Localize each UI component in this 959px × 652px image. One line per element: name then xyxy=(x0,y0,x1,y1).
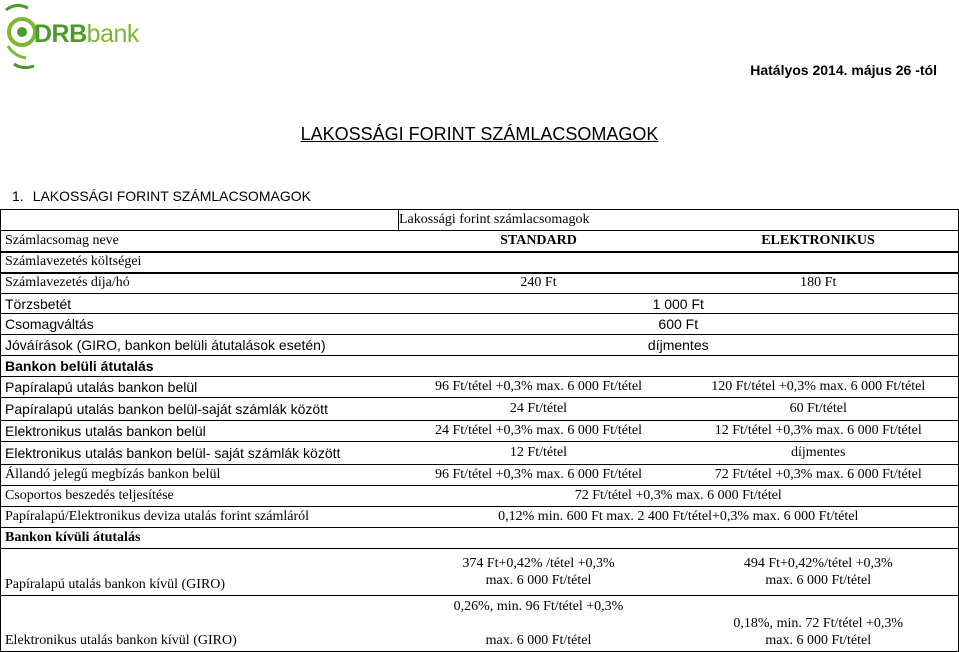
logo-text-drb: DRB xyxy=(34,20,87,48)
row-elektronikus-value: 120 Ft/tétel +0,3% max. 6 000 Ft/tétel xyxy=(679,377,959,398)
row-label: Számlavezetés díja/hó xyxy=(1,273,399,294)
value-line: max. 6 000 Ft/tétel xyxy=(485,633,592,648)
row-standard-value: 12 Ft/tétel xyxy=(399,442,679,465)
row-standard-value: 24 Ft/tétel +0,3% max. 6 000 Ft/tétel xyxy=(399,421,679,442)
row-label: Papíralapú/Elektronikus deviza utalás forint számláról xyxy=(1,507,399,528)
value-line: 0,26%, min. 96 Ft/tétel +0,3% xyxy=(453,599,624,614)
row-label: Csoportos beszedés teljesítése xyxy=(1,486,399,507)
page-title: LAKOSSÁGI FORINT SZÁMLACSOMAGOK xyxy=(300,124,659,144)
section-number: 1. xyxy=(12,188,24,204)
value-line: 0,18%, min. 72 Ft/tétel +0,3% xyxy=(733,616,904,631)
row-elektronikus-value: 12 Ft/tétel +0,3% max. 6 000 Ft/tétel xyxy=(679,421,959,442)
row-elektronikus-value: 180 Ft xyxy=(679,273,959,294)
section-heading xyxy=(12,188,311,204)
value-line: max. 6 000 Ft/tétel xyxy=(765,633,872,648)
row-label: Elektronikus utalás bankon belül xyxy=(1,421,399,442)
row-standard-value xyxy=(399,549,679,596)
header-elektronikus: ELEKTRONIKUS xyxy=(679,231,959,252)
caption-spacer xyxy=(1,210,399,231)
row-standard-value xyxy=(399,596,679,652)
row-elektronikus-value xyxy=(679,549,959,596)
row-standard-value: 24 Ft/tétel xyxy=(399,398,679,421)
drb-bank-logo xyxy=(4,2,154,82)
row-label: Állandó jelegű megbízás bankon belül xyxy=(1,465,399,486)
row-label: Papíralapú utalás bankon belül-saját számlák között xyxy=(1,398,399,421)
group-external-transfer: Bankon kívüli átutalás xyxy=(1,528,959,549)
group-account-costs: Számlavezetés költségei xyxy=(1,252,959,273)
row-label: Csomagváltás xyxy=(1,314,399,335)
row-label: Papíralapú utalás bankon kívül (GIRO) xyxy=(1,549,399,596)
group-internal-transfer: Bankon belüli átutalás xyxy=(1,356,959,377)
effective-date: Hatályos 2014. május 26 -tól xyxy=(750,62,937,78)
value-line: max. 6 000 Ft/tétel xyxy=(765,573,872,588)
row-shared-value: 72 Ft/tétel +0,3% max. 6 000 Ft/tétel xyxy=(399,486,959,507)
table-caption: Lakossági forint számlacsomagok xyxy=(399,210,959,231)
row-elektronikus-value: díjmentes xyxy=(679,442,959,465)
row-label: Papíralapú utalás bankon belül xyxy=(1,377,399,398)
row-elektronikus-value xyxy=(679,596,959,652)
section-title: LAKOSSÁGI FORINT SZÁMLACSOMAGOK xyxy=(32,188,311,204)
row-label: Törzsbetét xyxy=(1,294,399,314)
header-package-name: Számlacsomag neve xyxy=(1,231,399,252)
row-shared-value: 0,12% min. 600 Ft max. 2 400 Ft/tétel+0,3% max. 6 000 Ft/tétel xyxy=(399,507,959,528)
row-elektronikus-value: 60 Ft/tétel xyxy=(679,398,959,421)
row-shared-value: 600 Ft xyxy=(399,314,959,335)
value-line: 494 Ft+0,42%/tétel +0,3% xyxy=(743,556,893,571)
logo-text xyxy=(34,22,139,47)
value-line: max. 6 000 Ft/tétel xyxy=(485,573,592,588)
row-shared-value: díjmentes xyxy=(399,335,959,356)
header-standard: STANDARD xyxy=(399,231,679,252)
row-standard-value: 240 Ft xyxy=(399,273,679,294)
row-label: Elektronikus utalás bankon belül- saját számlák között xyxy=(1,442,399,465)
row-shared-value: 1 000 Ft xyxy=(399,294,959,314)
logo-text-bank: bank xyxy=(86,20,139,48)
row-label: Elektronikus utalás bankon kívül (GIRO) xyxy=(1,596,399,652)
row-standard-value: 96 Ft/tétel +0,3% max. 6 000 Ft/tétel xyxy=(399,465,679,486)
row-label: Jóváírások (GIRO, bankon belüli átutalások esetén) xyxy=(1,335,399,356)
row-elektronikus-value: 72 Ft/tétel +0,3% max. 6 000 Ft/tétel xyxy=(679,465,959,486)
value-line: 374 Ft+0,42% /tétel +0,3% xyxy=(462,556,615,571)
fee-table xyxy=(0,209,959,652)
row-standard-value: 96 Ft/tétel +0,3% max. 6 000 Ft/tétel xyxy=(399,377,679,398)
